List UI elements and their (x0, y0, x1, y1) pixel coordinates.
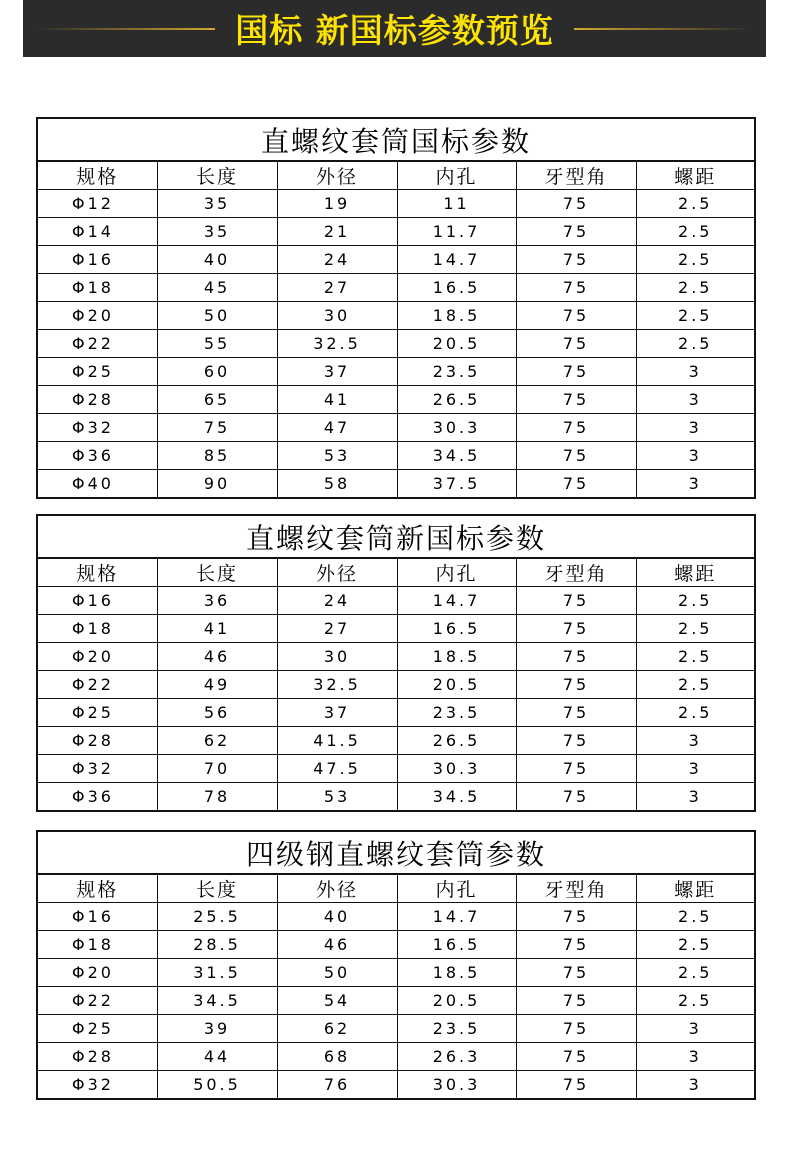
column-header: 外径 (277, 162, 397, 190)
table-row (38, 414, 754, 442)
column-header: 长度 (157, 559, 277, 587)
table-cell: 75 (157, 414, 277, 442)
spec-cell: Φ16 (38, 587, 157, 615)
table-cell: 37 (277, 358, 397, 386)
spec-cell: Φ36 (38, 783, 157, 811)
spec-cell: Φ18 (38, 615, 157, 643)
table-cell: 75 (516, 959, 636, 987)
table-cell: 62 (157, 727, 277, 755)
table-cell: 53 (277, 442, 397, 470)
table-cell: 26.3 (397, 1043, 516, 1071)
spec-cell: Φ25 (38, 358, 157, 386)
table-cell: 26.5 (397, 386, 516, 414)
table-cell: 14.7 (397, 246, 516, 274)
table-cell: 75 (516, 1043, 636, 1071)
table-cell: 62 (277, 1015, 397, 1043)
table-title: 四级钢直螺纹套筒参数 (38, 832, 754, 875)
spec-cell: Φ22 (38, 671, 157, 699)
banner-decor-line-right (574, 28, 752, 30)
table-cell: 60 (157, 358, 277, 386)
banner-title: 国标 新国标参数预览 (235, 11, 554, 50)
table-cell: 25.5 (157, 903, 277, 931)
table-cell: 37 (277, 699, 397, 727)
table-cell: 30.3 (397, 1071, 516, 1099)
table-cell: 30 (277, 643, 397, 671)
table-row (38, 442, 754, 470)
table-cell: 34.5 (397, 442, 516, 470)
table-cell: 19 (277, 190, 397, 218)
table-cell: 30.3 (397, 755, 516, 783)
table-row (38, 330, 754, 358)
table-cell: 46 (157, 643, 277, 671)
spec-cell: Φ16 (38, 246, 157, 274)
table-cell: 3 (636, 1043, 754, 1071)
table-cell: 41 (157, 615, 277, 643)
param-table (38, 559, 754, 810)
table-cell: 3 (636, 1015, 754, 1043)
spec-cell: Φ12 (38, 190, 157, 218)
table-cell: 18.5 (397, 302, 516, 330)
table-cell: 37.5 (397, 470, 516, 498)
table-cell: 75 (516, 931, 636, 959)
spec-cell: Φ20 (38, 643, 157, 671)
table-cell: 23.5 (397, 1015, 516, 1043)
table-row (38, 218, 754, 246)
table-cell: 11 (397, 190, 516, 218)
table-row (38, 302, 754, 330)
table-row (38, 1071, 754, 1099)
table-cell: 75 (516, 727, 636, 755)
table-cell: 32.5 (277, 671, 397, 699)
table-cell: 20.5 (397, 330, 516, 358)
table-cell: 14.7 (397, 587, 516, 615)
table-cell: 70 (157, 755, 277, 783)
table-cell: 24 (277, 246, 397, 274)
table-cell: 3 (636, 442, 754, 470)
column-header: 规格 (38, 559, 157, 587)
table-cell: 2.5 (636, 246, 754, 274)
table-row (38, 470, 754, 498)
column-header: 牙型角 (516, 162, 636, 190)
table-header-row (38, 559, 754, 587)
table-cell: 65 (157, 386, 277, 414)
table-cell: 55 (157, 330, 277, 358)
spec-cell: Φ32 (38, 755, 157, 783)
column-header: 长度 (157, 162, 277, 190)
table-cell: 20.5 (397, 987, 516, 1015)
table-cell: 2.5 (636, 699, 754, 727)
spec-cell: Φ20 (38, 959, 157, 987)
table-cell: 75 (516, 903, 636, 931)
spec-cell: Φ14 (38, 218, 157, 246)
table-cell: 34.5 (157, 987, 277, 1015)
table-cell: 90 (157, 470, 277, 498)
table-cell: 78 (157, 783, 277, 811)
table-cell: 16.5 (397, 931, 516, 959)
table-cell: 3 (636, 783, 754, 811)
table-cell: 26.5 (397, 727, 516, 755)
spec-cell: Φ36 (38, 442, 157, 470)
table-cell: 23.5 (397, 358, 516, 386)
table-cell: 75 (516, 358, 636, 386)
table-cell: 75 (516, 190, 636, 218)
table-cell: 2.5 (636, 931, 754, 959)
table-cell: 56 (157, 699, 277, 727)
table-cell: 2.5 (636, 987, 754, 1015)
table-cell: 24 (277, 587, 397, 615)
table-cell: 46 (277, 931, 397, 959)
table-row (38, 671, 754, 699)
table-cell: 27 (277, 615, 397, 643)
table-cell: 75 (516, 274, 636, 302)
table-row (38, 358, 754, 386)
table-cell: 50.5 (157, 1071, 277, 1099)
table-cell: 35 (157, 190, 277, 218)
table-row (38, 1043, 754, 1071)
table-cell: 75 (516, 643, 636, 671)
table-cell: 75 (516, 783, 636, 811)
table-cell: 16.5 (397, 274, 516, 302)
table-cell: 75 (516, 330, 636, 358)
table-cell: 18.5 (397, 643, 516, 671)
spec-cell: Φ28 (38, 1043, 157, 1071)
param-table (38, 162, 754, 497)
table-cell: 31.5 (157, 959, 277, 987)
table-cell: 75 (516, 442, 636, 470)
table-cell: 2.5 (636, 643, 754, 671)
table-cell: 3 (636, 727, 754, 755)
table-row (38, 274, 754, 302)
table-cell: 50 (277, 959, 397, 987)
table-cell: 21 (277, 218, 397, 246)
table-cell: 2.5 (636, 330, 754, 358)
table-cell: 3 (636, 755, 754, 783)
table-cell: 3 (636, 414, 754, 442)
spec-cell: Φ18 (38, 931, 157, 959)
table-row (38, 903, 754, 931)
table-cell: 2.5 (636, 274, 754, 302)
table-cell: 75 (516, 218, 636, 246)
column-header: 规格 (38, 875, 157, 903)
header-banner (23, 0, 766, 57)
table-cell: 39 (157, 1015, 277, 1043)
table-cell: 75 (516, 699, 636, 727)
table-title: 直螺纹套筒国标参数 (38, 119, 754, 162)
table-cell: 2.5 (636, 903, 754, 931)
table-row (38, 959, 754, 987)
spec-cell: Φ18 (38, 274, 157, 302)
table-cell: 68 (277, 1043, 397, 1071)
table-cell: 76 (277, 1071, 397, 1099)
table-cell: 14.7 (397, 903, 516, 931)
table-cell: 47 (277, 414, 397, 442)
spec-cell: Φ22 (38, 987, 157, 1015)
column-header: 内孔 (397, 162, 516, 190)
table-cell: 30 (277, 302, 397, 330)
column-header: 螺距 (636, 875, 754, 903)
table-cell: 40 (157, 246, 277, 274)
table-cell: 2.5 (636, 671, 754, 699)
table-cell: 44 (157, 1043, 277, 1071)
table-cell: 2.5 (636, 190, 754, 218)
table-cell: 28.5 (157, 931, 277, 959)
table-cell: 75 (516, 987, 636, 1015)
table-cell: 2.5 (636, 218, 754, 246)
table-cell: 50 (157, 302, 277, 330)
spec-cell: Φ28 (38, 386, 157, 414)
table-cell: 41 (277, 386, 397, 414)
table-cell: 40 (277, 903, 397, 931)
table-panel-new-gb (36, 514, 756, 812)
table-cell: 41.5 (277, 727, 397, 755)
table-cell: 18.5 (397, 959, 516, 987)
table-cell: 53 (277, 783, 397, 811)
table-cell: 75 (516, 755, 636, 783)
table-row (38, 643, 754, 671)
table-cell: 75 (516, 587, 636, 615)
spec-cell: Φ16 (38, 903, 157, 931)
banner-decor-line-left (37, 28, 215, 30)
table-cell: 75 (516, 246, 636, 274)
table-row (38, 727, 754, 755)
table-cell: 45 (157, 274, 277, 302)
table-cell: 3 (636, 1071, 754, 1099)
table-cell: 75 (516, 1015, 636, 1043)
table-cell: 75 (516, 302, 636, 330)
table-header-row (38, 875, 754, 903)
table-row (38, 931, 754, 959)
table-cell: 58 (277, 470, 397, 498)
column-header: 螺距 (636, 162, 754, 190)
table-row (38, 615, 754, 643)
table-cell: 49 (157, 671, 277, 699)
column-header: 牙型角 (516, 875, 636, 903)
table-row (38, 1015, 754, 1043)
column-header: 内孔 (397, 559, 516, 587)
param-table (38, 875, 754, 1098)
table-row (38, 587, 754, 615)
column-header: 外径 (277, 875, 397, 903)
column-header: 外径 (277, 559, 397, 587)
column-header: 内孔 (397, 875, 516, 903)
spec-cell: Φ32 (38, 1071, 157, 1099)
column-header: 螺距 (636, 559, 754, 587)
table-row (38, 699, 754, 727)
table-cell: 3 (636, 358, 754, 386)
table-cell: 75 (516, 615, 636, 643)
table-cell: 2.5 (636, 615, 754, 643)
spec-cell: Φ40 (38, 470, 157, 498)
column-header: 牙型角 (516, 559, 636, 587)
table-cell: 30.3 (397, 414, 516, 442)
table-row (38, 783, 754, 811)
table-cell: 34.5 (397, 783, 516, 811)
table-cell: 54 (277, 987, 397, 1015)
table-cell: 3 (636, 386, 754, 414)
spec-cell: Φ28 (38, 727, 157, 755)
table-cell: 35 (157, 218, 277, 246)
table-cell: 2.5 (636, 587, 754, 615)
table-panel-grade4 (36, 830, 756, 1100)
table-row (38, 246, 754, 274)
table-row (38, 755, 754, 783)
table-header-row (38, 162, 754, 190)
table-row (38, 987, 754, 1015)
table-cell: 23.5 (397, 699, 516, 727)
column-header: 规格 (38, 162, 157, 190)
table-row (38, 190, 754, 218)
spec-cell: Φ25 (38, 1015, 157, 1043)
table-cell: 3 (636, 470, 754, 498)
table-cell: 20.5 (397, 671, 516, 699)
table-cell: 27 (277, 274, 397, 302)
table-cell: 75 (516, 671, 636, 699)
spec-cell: Φ20 (38, 302, 157, 330)
table-cell: 75 (516, 1071, 636, 1099)
table-row (38, 386, 754, 414)
table-cell: 85 (157, 442, 277, 470)
spec-cell: Φ25 (38, 699, 157, 727)
table-cell: 16.5 (397, 615, 516, 643)
table-cell: 11.7 (397, 218, 516, 246)
column-header: 长度 (157, 875, 277, 903)
table-cell: 75 (516, 386, 636, 414)
table-cell: 75 (516, 470, 636, 498)
table-cell: 2.5 (636, 302, 754, 330)
table-cell: 36 (157, 587, 277, 615)
table-cell: 75 (516, 414, 636, 442)
spec-cell: Φ32 (38, 414, 157, 442)
table-panel-gb (36, 117, 756, 499)
spec-cell: Φ22 (38, 330, 157, 358)
table-cell: 32.5 (277, 330, 397, 358)
table-cell: 2.5 (636, 959, 754, 987)
table-cell: 47.5 (277, 755, 397, 783)
table-title: 直螺纹套筒新国标参数 (38, 516, 754, 559)
